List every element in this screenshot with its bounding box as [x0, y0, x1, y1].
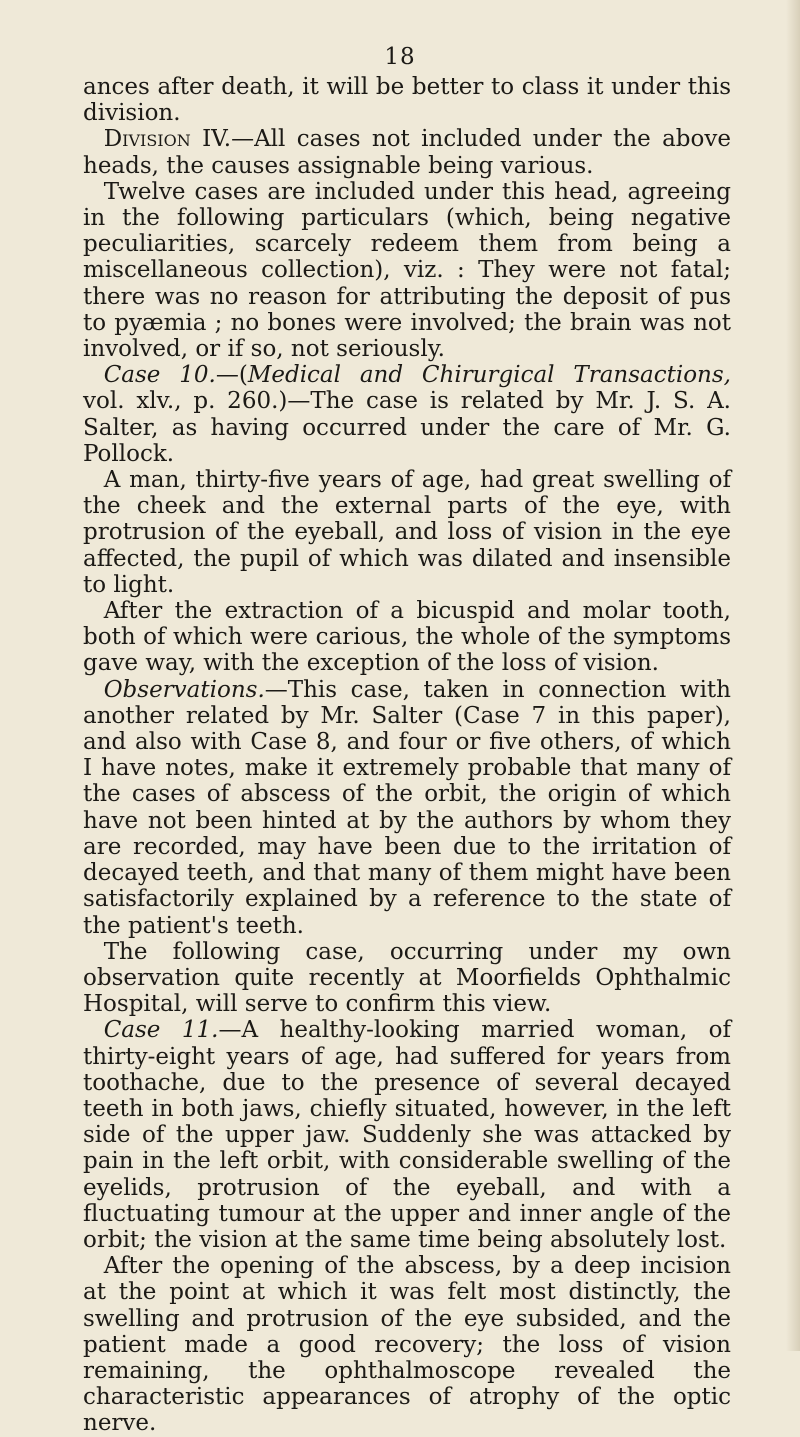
paragraph-text: ances after death, it will be better to class it under this division.	[83, 74, 731, 127]
paragraph-text: —A healthy-looking married woman, of thirty-eight years of age, had suffered for years from toothache, due to the presence of several decayed teeth in both jaws, chiefly situated, however, in the left side of the upper jaw. Suddenly she was attacked by pain in the left orbit, with considerable swelling of the eyelids, protrusion of the eyeball, and with a fluctuating tumour at the upper and inner angle of the orbit; the vision at the same time being absolutely lost.	[83, 1017, 731, 1253]
paragraph-text: vol. xlv., p. 260.)—The case is related by Mr. J. S. A. Salter, as having occurred under the care of Mr. G. Pollock.	[83, 388, 731, 467]
paragraph-observations	[83, 677, 731, 939]
paragraph-division-iv	[83, 126, 731, 178]
page-edge-shadow	[786, 0, 800, 1351]
paragraph-continuation	[83, 74, 731, 126]
paragraph-text: After the extraction of a bicuspid and molar tooth, both of which were carious, the whole of the symptoms gave way, with the exception of the loss of vision.	[83, 598, 731, 677]
case-heading: Case 11.	[103, 1017, 219, 1044]
citation-title: Medical and Chirurgical Transactions,	[247, 362, 731, 389]
observations-heading: Observations.	[103, 676, 265, 703]
paragraph-case-10	[83, 362, 731, 467]
paragraph-text: The following case, occurring under my own observation quite recently at Moorfields Ophthalmic Hospital, will serve to confirm this view.	[83, 938, 731, 1018]
paragraph-twelve-cases	[83, 179, 731, 362]
paragraph-following-case	[83, 939, 731, 1018]
paragraph-case-10-details	[83, 467, 731, 598]
paragraph-text: After the opening of the abscess, by a deep incision at the point at which it was felt most distinctly, the swelling and protrusion of the eye subsided, and the patient made a good recovery; the loss of vision remaining, the ophthalmoscope revealed the characteristic appearances of atrophy of the optic nerve.	[83, 1253, 731, 1437]
paragraph-text: Twelve cases are included under this head, agreeing in the following particulars (which, being negative peculiarities, scarcely redeem them from being a miscellaneous collection), viz. : They were not fatal; there was no reason for attributing the deposit of pus to pyæmia ; no bones were involved; the brain was not involved, or if so, not seriously.	[83, 178, 731, 363]
case-heading: Case 10.	[103, 362, 216, 389]
paragraph-text: A man, thirty-five years of age, had great swelling of the cheek and the external parts of the eye, with protrusion of the eyeball, and loss of vision in the eye affected, the pupil of which was dilated and insensible to light.	[83, 467, 731, 598]
paragraph-case-10-outcome	[83, 598, 731, 677]
paragraph-text: —This case, taken in connection with another related by Mr. Salter (Case 7 in this paper), and also with Case 8, and four or five others, of which I have notes, make it extremely probable that many of the cases of abscess of the orbit, the origin of which have not been hinted at by the authors by whom they are recorded, may have been due to the irritation of decayed teeth, and that many of them might have been satisfactorily explained by a reference to the state of the patient's teeth.	[83, 676, 731, 939]
division-heading: Division IV.	[103, 126, 232, 153]
paragraph-text: —All cases not included under the above heads, the causes assignable being various.	[83, 126, 731, 179]
paragraph-case-11-outcome	[83, 1253, 731, 1436]
paragraph-case-11	[83, 1017, 731, 1253]
page-number: 18	[384, 44, 416, 70]
body-text	[83, 74, 731, 1437]
paragraph-text: —(	[215, 362, 248, 389]
